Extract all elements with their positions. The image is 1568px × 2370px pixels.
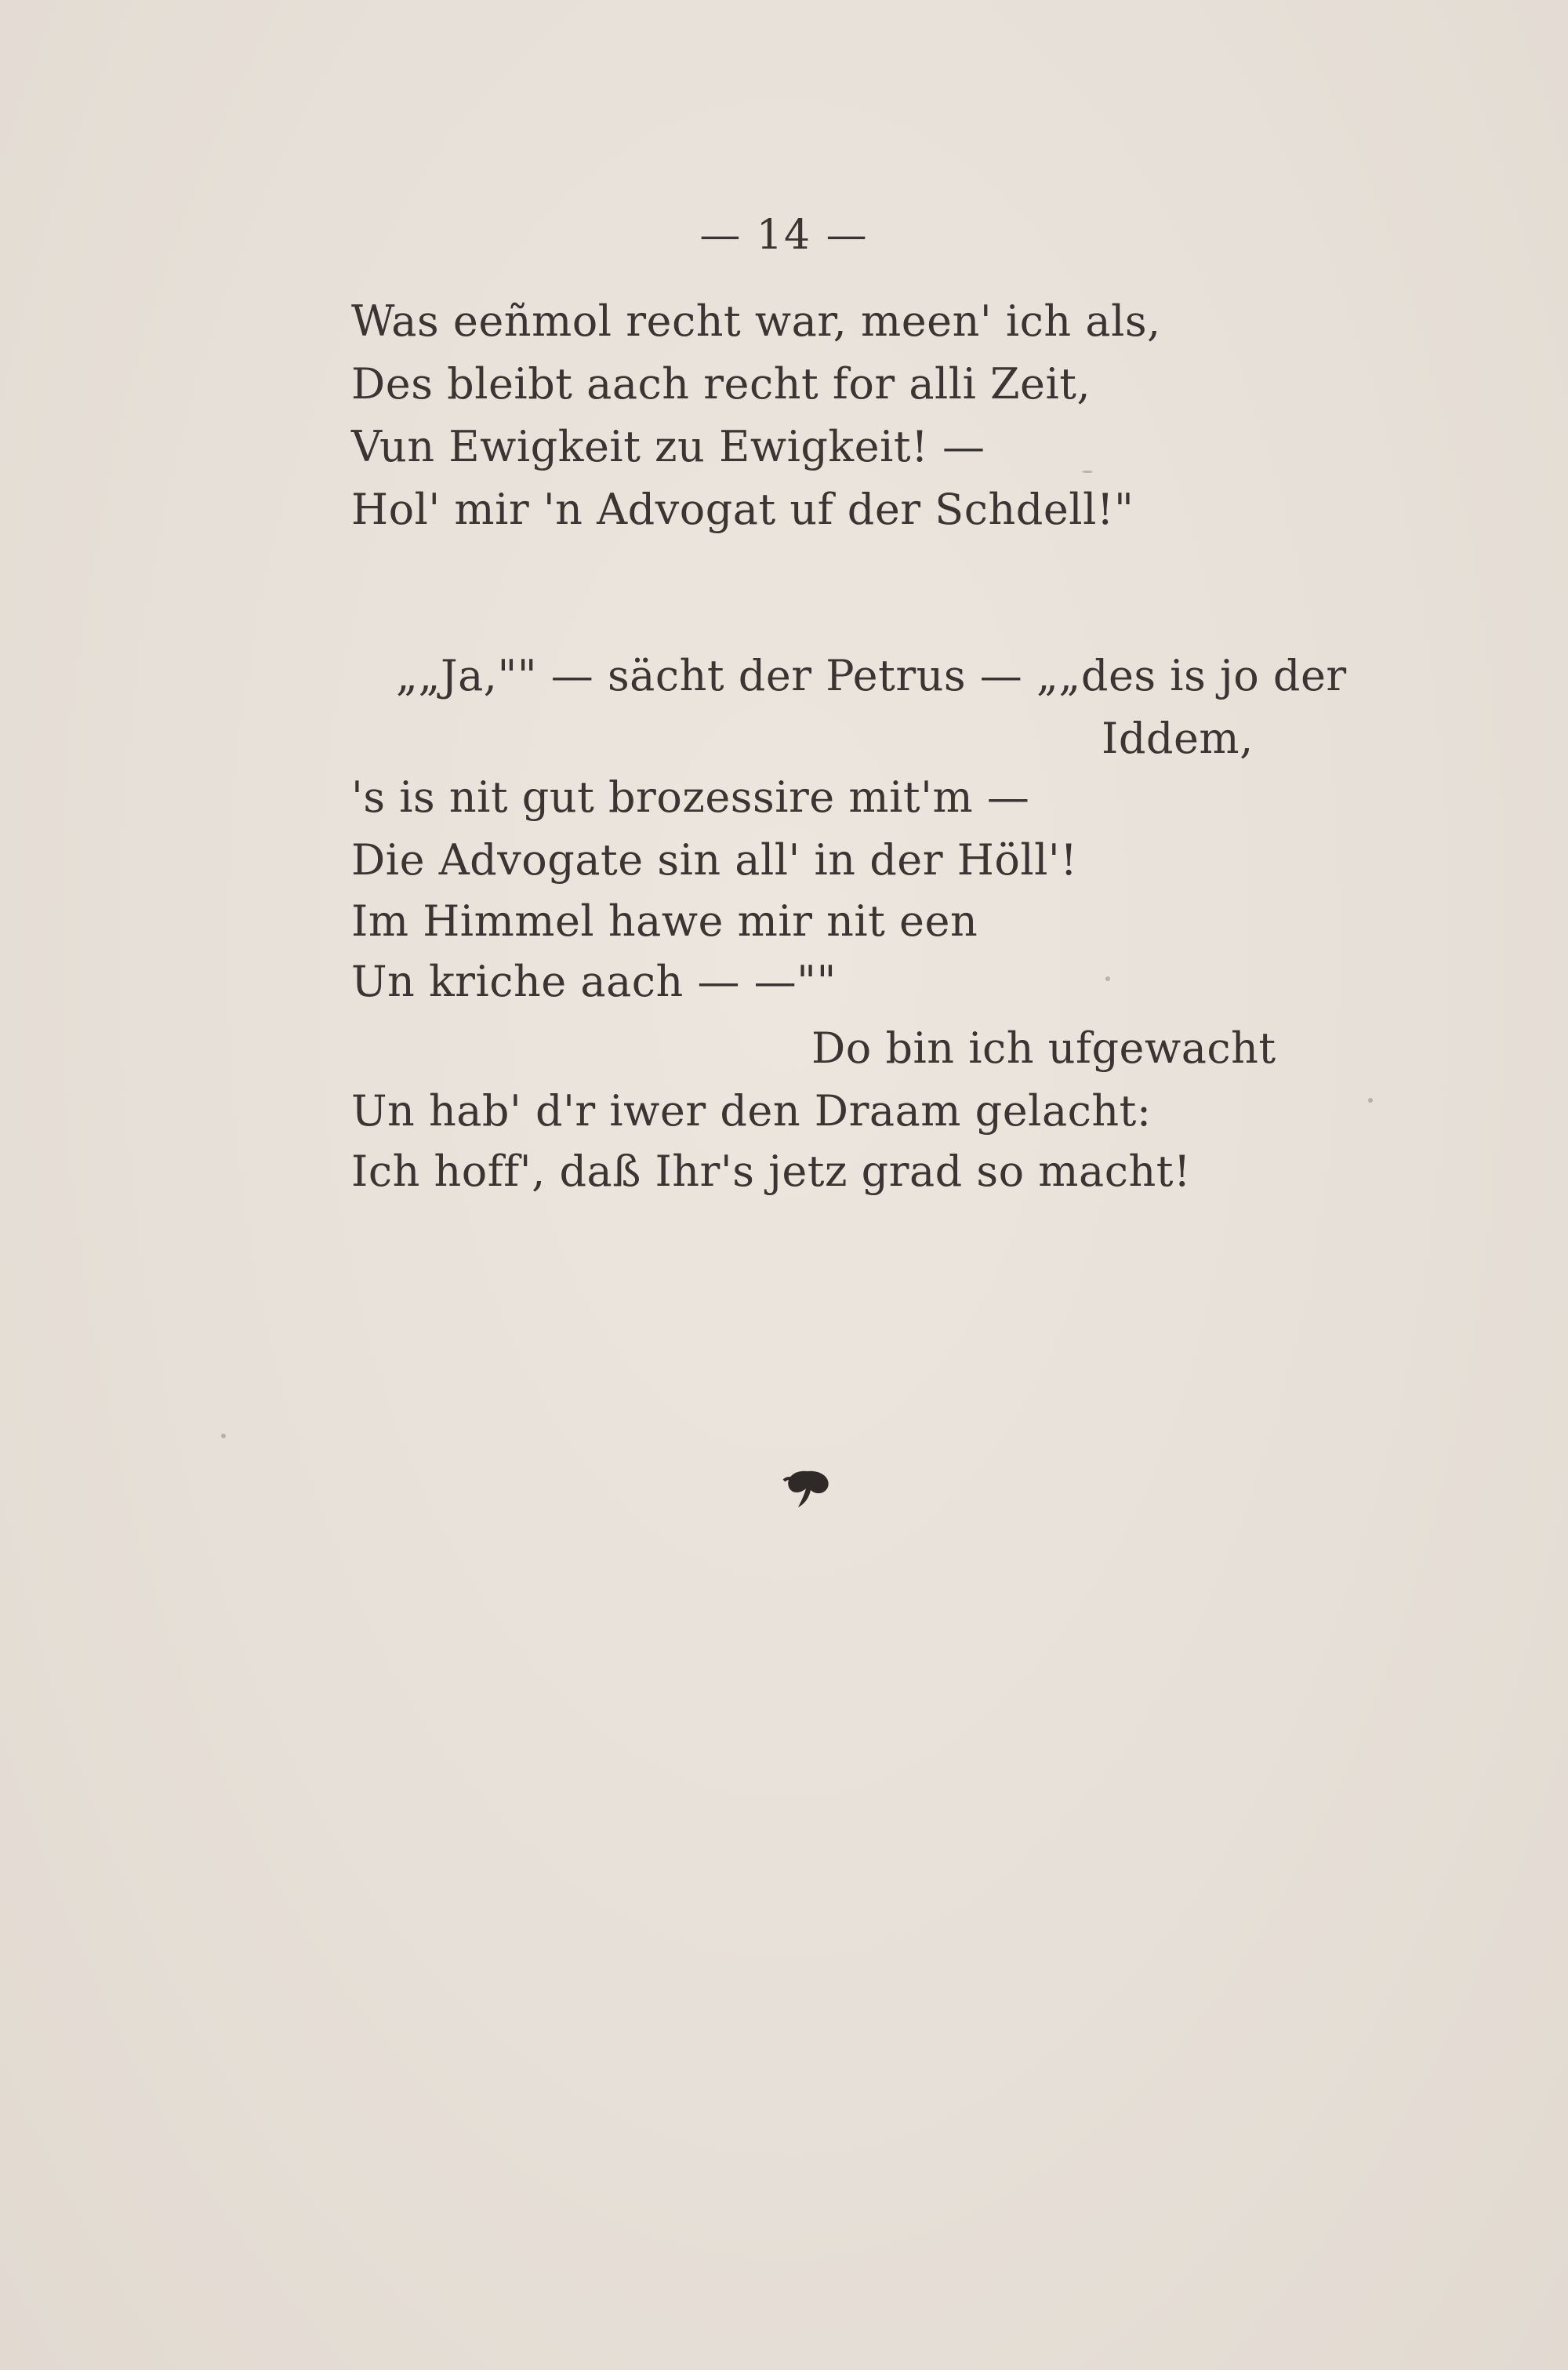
paper-speck: [1368, 1098, 1373, 1103]
poem-line-indented: Do bin ich ufgewacht: [811, 1023, 1276, 1073]
poem-line: Was eeñmol recht war, meen' ich als,: [351, 296, 1161, 346]
poem-line: Un kriche aach — —"": [351, 957, 837, 1006]
paper-speck: [1105, 976, 1110, 981]
leaf-fleuron-icon: [778, 1465, 837, 1512]
poem-line: Im Himmel hawe mir nit een: [351, 896, 978, 946]
poem-line: Ich hoff', daß Ihr's jetz grad so macht!: [351, 1147, 1192, 1196]
paper-speck: [1082, 471, 1093, 473]
paper-speck: [221, 1434, 226, 1438]
poem-line: Vun Ewigkeit zu Ewigkeit! —: [351, 422, 985, 471]
poem-line: Hol' mir 'n Advogat uf der Schdell!": [351, 485, 1134, 534]
poem-line: Des bleibt aach recht for alli Zeit,: [351, 359, 1091, 409]
poem-line: Un hab' d'r iwer den Draam gelacht:: [351, 1086, 1152, 1136]
poem-line: Die Advogate sin all' in der Höll'!: [351, 835, 1078, 885]
page-number: — 14 —: [699, 212, 869, 259]
poem-line: „„Ja,"" — sächt der Petrus — „„des is jo der: [396, 651, 1347, 700]
poem-line: 's is nit gut brozessire mit'm —: [351, 772, 1030, 822]
poem-line-continuation: Iddem,: [1102, 714, 1254, 763]
